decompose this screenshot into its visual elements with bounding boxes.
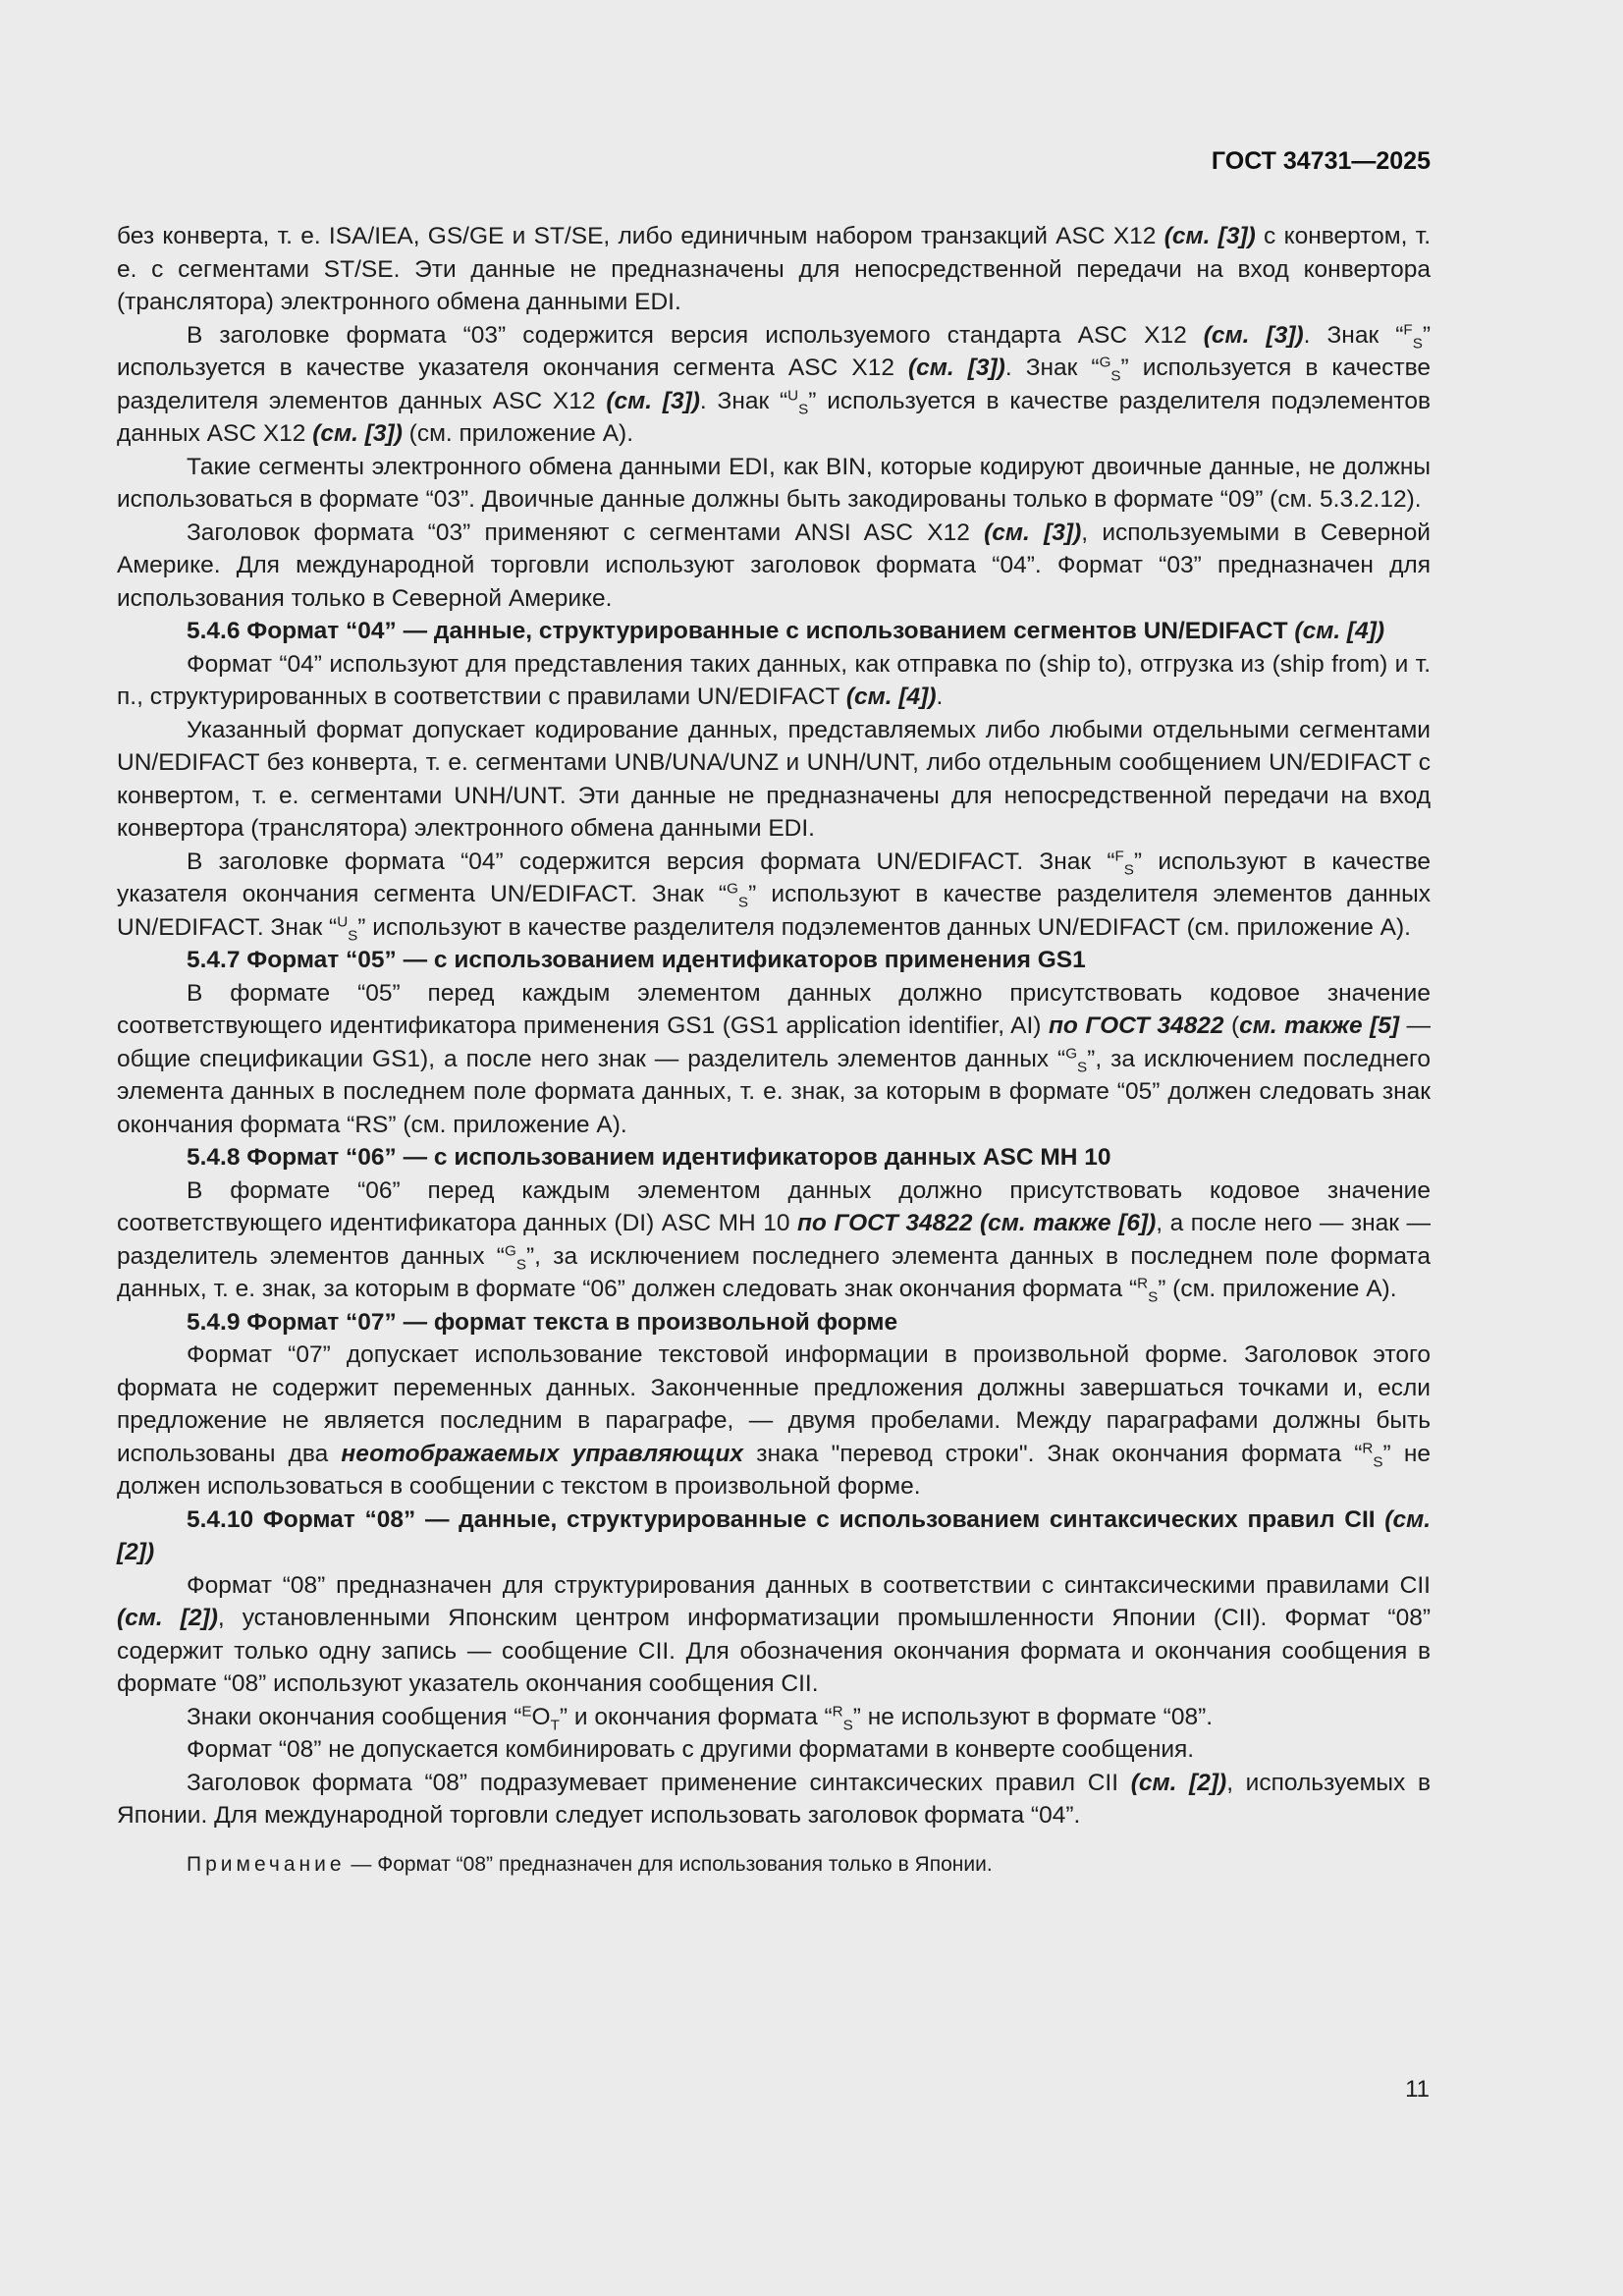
paragraph — [117, 977, 1431, 1142]
control-character-symbol: $^R_S$ — [1362, 1440, 1383, 1470]
reference-text: см. также [5] — [1239, 1012, 1400, 1039]
reference-text: (см. [4]) — [1294, 618, 1385, 644]
text-run: . Знак “ — [699, 387, 788, 414]
text-run: Формат “04” используют для представления таких данных, как отправка по (ship to), отгрузка из (ship from) и т. п., структурированных в соответствии с правилами UN/EDIFACT — [117, 650, 1431, 710]
text-run: Заголовок формата “08” подразумевает применение синтаксических правил CII — [187, 1769, 1131, 1796]
text-run: . — [936, 683, 944, 710]
text-run: — общие спецификации GS1), а после него знак — разделитель элементов данных “ — [117, 1012, 1432, 1072]
paragraph — [117, 319, 1431, 451]
text-run: ” и окончания формата “ — [559, 1703, 833, 1730]
text-run: Формат “08” предназначен для структурирования данных в соответствии с синтаксическими правилами CII — [187, 1571, 1431, 1599]
control-character-symbol: $^R_S$ — [1137, 1275, 1159, 1306]
text-run: 5.4.9 Формат “07” — формат текста в произвольной форме — [187, 1308, 898, 1336]
text-run: Такие сегменты электронного обмена данными EDI, как BIN, которые кодируют двоичные данные, не должны использоваться в формате “03”. Двоичные данные должны быть закодированы только в формате “09” (см. 5.3.2.12). — [117, 453, 1431, 513]
control-character-symbol: $^U_S$ — [337, 913, 358, 944]
text-run: с конвертом, т. е. с сегментами ST/SE. Эти данные не предназначены для непосредственной передачи на вход конвертора (транслятора) электронного обмена данными EDI. — [117, 223, 1431, 315]
text-run: 5.4.7 Формат “05” — с использованием идентификаторов применения GS1 — [187, 947, 1086, 973]
reference-text: (см. [2]) — [1130, 1769, 1227, 1796]
paragraph — [117, 220, 1431, 319]
text-run: ”, за исключением последнего элемента данных в последнем поле формата данных, т. е. знак, за которым в формате “05” должен следовать знак окончания формата “RS” (см. приложение А). — [117, 1045, 1431, 1138]
text-run: . Знак “ — [1303, 321, 1404, 349]
reference-text: по ГОСТ 34822 — [1048, 1012, 1224, 1039]
reference-text: (см. [3]) — [312, 420, 403, 447]
control-character-symbol: $^EO_T$ — [521, 1703, 560, 1733]
paragraph — [117, 648, 1431, 714]
control-character-symbol: $^G_S$ — [727, 880, 749, 911]
section-heading — [117, 1306, 1431, 1339]
section-heading — [117, 1141, 1431, 1175]
reference-text: (см. [3]) — [907, 355, 1005, 381]
text-run: В заголовке формата “03” содержится версия используемого стандарта ASC X12 — [187, 321, 1204, 349]
paragraph — [117, 1701, 1431, 1734]
text-run: , а после него — знак — разделитель элементов данных “ — [117, 1210, 1432, 1270]
section-heading — [117, 615, 1431, 648]
paragraph — [117, 1339, 1431, 1503]
text-run: ” не используют в формате “08”. — [852, 1703, 1214, 1730]
text-run: ” не должен использоваться в сообщении с текстом в произвольной форме. — [117, 1440, 1432, 1500]
text-run: , используемыми в Северной Америке. Для международной торговли используют заголовок формата “04”. Формат “03” предназначен для использования только в Северной Америке. — [117, 519, 1431, 612]
text-run: (см. приложение А). — [402, 420, 634, 447]
control-character-symbol: $^U_S$ — [787, 387, 809, 417]
text-run: 5.4.10 Формат “08” — данные, структурированные с использованием синтаксических правил CII — [187, 1505, 1385, 1533]
note-label: Примечание — [187, 1852, 346, 1876]
text-run: В заголовке формата “04” содержится версия формата UN/EDIFACT. Знак “ — [187, 847, 1115, 875]
reference-text: (см. [3]) — [984, 519, 1082, 546]
paragraph — [117, 517, 1431, 616]
control-character-symbol: $^R_S$ — [832, 1703, 853, 1733]
control-character-symbol: $^G_S$ — [1065, 1045, 1088, 1075]
text-run: знака "перевод строки". Знак окончания формата “ — [743, 1440, 1363, 1467]
text-run: . Знак “ — [1004, 355, 1100, 381]
reference-text: (см. [3]) — [1203, 321, 1304, 349]
text-run: — Формат “08” предназначен для использования только в Японии. — [345, 1852, 993, 1876]
text-run: Знаки окончания сообщения “ — [187, 1703, 522, 1730]
text-run: Формат “08” не допускается комбинировать с другими форматами в конверте сообщения. — [187, 1736, 1195, 1763]
text-run: ” используется в качестве разделителя подэлементов данных ASC X12 — [117, 387, 1431, 447]
reference-text: (см. [2]) — [117, 1605, 218, 1631]
text-run: Формат “07” допускает использование текстовой информации в произвольной форме. Заголовок этого формата не содержит переменных данных. Законченные предложения должны завершаться точками и, если предложение не является последним в параграфе, — двумя пробелами. Между параграфами должны быть использованы два — [117, 1341, 1431, 1467]
text-run: , установленными Японским центром информатизации промышленности Японии (CII). Формат “08” содержит только одну запись — сообщение CII. Для обозначения окончания формата и окончания сообщения в формате “08” используют указатель окончания сообщения CII. — [117, 1605, 1431, 1697]
reference-text: (см. [2]) — [117, 1505, 1431, 1565]
reference-text: по ГОСТ 34822 (см. также [6]) — [796, 1210, 1157, 1236]
section-heading — [117, 1503, 1431, 1569]
paragraph — [117, 846, 1431, 945]
control-character-symbol: $^G_S$ — [1099, 354, 1121, 385]
text-run: Заголовок формата “03” применяют с сегментами ANSI ASC X12 — [187, 519, 985, 546]
text-run: ” используют в качестве разделителя подэлементов данных UN/EDIFACT (см. приложение А). — [357, 913, 1411, 941]
paragraph — [117, 1767, 1431, 1832]
text-run: 5.4.8 Формат “06” — с использованием идентификаторов данных ASC MH 10 — [187, 1144, 1111, 1171]
page-number: 11 — [1405, 2076, 1430, 2103]
reference-text: (см. [3]) — [606, 387, 700, 414]
text-run: ” используется в качестве разделителя элементов данных ASC X12 — [117, 355, 1431, 414]
text-run: ” (см. приложение А). — [1158, 1276, 1397, 1302]
text-run: , используемых в Японии. Для международной торговли следует использовать заголовок формата “04”. — [117, 1769, 1431, 1829]
paragraph — [117, 1569, 1431, 1701]
paragraph — [117, 451, 1431, 517]
control-character-symbol: $^F_S$ — [1403, 321, 1423, 352]
control-character-symbol: $^F_S$ — [1114, 847, 1134, 878]
text-run: без конверта, т. е. ISA/IEA, GS/GE и ST/SE, либо единичным набором транзакций ASC X12 — [117, 223, 1164, 249]
section-heading — [117, 944, 1431, 977]
reference-text: неотображаемых управляющих — [341, 1440, 744, 1467]
document-header: ГОСТ 34731—2025 — [1211, 147, 1431, 175]
text-run: ” используется в качестве указателя окончания сегмента ASC X12 — [117, 321, 1431, 381]
paragraph — [117, 1175, 1431, 1306]
text-run: Указанный формат допускает кодирование данных, представляемых либо любыми отдельными сегментами UN/EDIFACT без конверта, т. е. сегментами UNB/UNA/UNZ и UNH/UNT, либо отдельным сообщением UN/EDIFACT с конвертом, т. е. сегментами UNH/UNT. Эти данные не предназначены для непосредственной передачи на вход конвертора (транслятора) электронного обмена данными EDI. — [117, 716, 1431, 842]
text-run: В формате “05” перед каждым элементом данных должно присутствовать кодовое значение соответствующего идентификатора применения GS1 (GS1 application identifier, AI) — [117, 979, 1431, 1039]
reference-text: (см. [4]) — [845, 683, 937, 710]
reference-text: (см. [3]) — [1163, 223, 1256, 249]
text-run: 5.4.6 Формат “04” — данные, структурированные с использованием сегментов UN/EDIFACT — [187, 618, 1295, 644]
text-run: ( — [1223, 1012, 1240, 1039]
text-run: В формате “06” перед каждым элементом данных должно присутствовать кодовое значение соответствующего идентификатора данных (DI) ASC MH 10 — [117, 1176, 1431, 1236]
body-text — [117, 220, 1431, 1880]
note-paragraph — [117, 1850, 1431, 1880]
paragraph — [117, 714, 1431, 846]
paragraph — [117, 1733, 1431, 1767]
text-run: ”, за исключением последнего элемента данных в последнем поле формата данных, т. е. знак, за которым в формате “06” должен следовать знак окончания формата “ — [117, 1242, 1431, 1302]
text-run: ” используют в качестве указателя окончания сегмента UN/EDIFACT. Знак “ — [117, 847, 1431, 907]
text-run: ” используют в качестве разделителя элементов данных UN/EDIFACT. Знак “ — [117, 881, 1431, 941]
control-character-symbol: $^G_S$ — [504, 1242, 526, 1273]
